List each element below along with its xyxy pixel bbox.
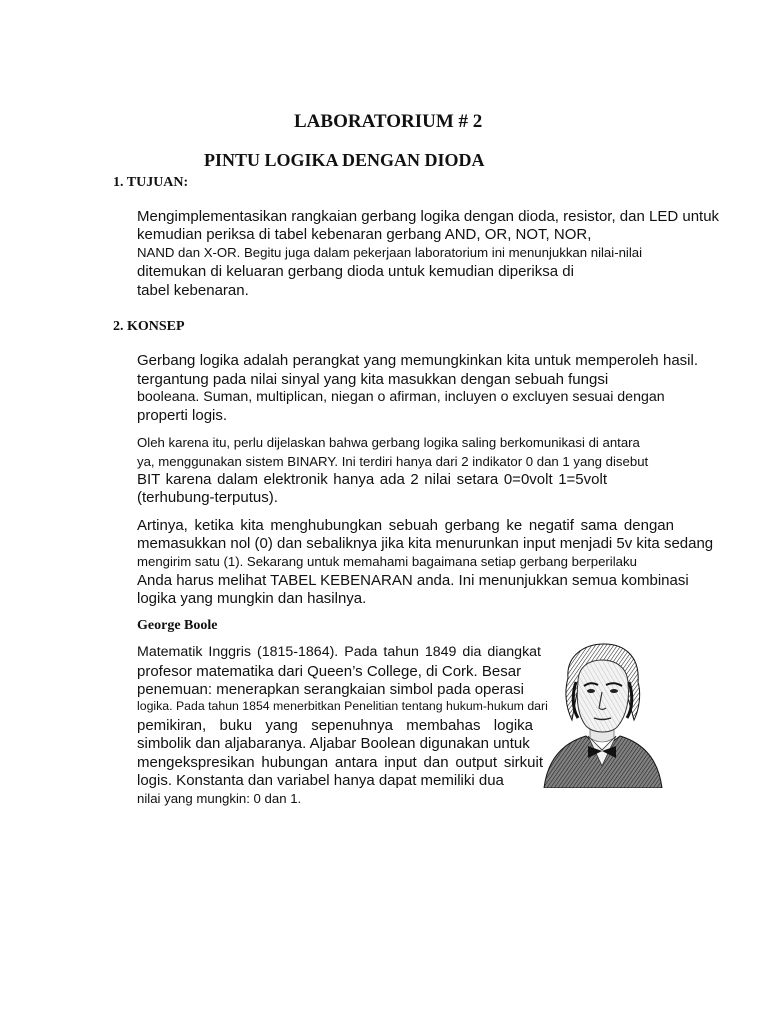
konsep-para1-line: Gerbang logika adalah perangkat yang memungkinkan kita untuk memperoleh hasil. — [137, 352, 698, 369]
boole-line: simbolik dan aljabaranya. Aljabar Boolean digunakan untuk — [137, 735, 530, 752]
george-boole-portrait — [538, 638, 666, 788]
tujuan-line: Mengimplementasikan rangkaian gerbang logika dengan dioda, resistor, dan LED untuk — [137, 208, 720, 225]
boole-line: nilai yang mungkin: 0 dan 1. — [137, 791, 302, 806]
tujuan-line: NAND dan X-OR. Begitu juga dalam pekerjaan laboratorium ini menunjukkan nilai-nilai — [137, 245, 643, 260]
section-heading-konsep: 2. KONSEP — [113, 319, 185, 334]
konsep-para2-line: ya, menggunakan sistem BINARY. Ini terdiri hanya dari 2 indikator 0 dan 1 yang disebut — [137, 454, 649, 469]
konsep-para3-line: Anda harus melihat TABEL KEBENARAN anda. Ini menunjukkan semua kombinasi — [137, 572, 689, 589]
boole-line: logika. Pada tahun 1854 menerbitkan Penelitian tentang hukum-hukum dari — [137, 699, 548, 713]
tujuan-line: ditemukan di keluaran gerbang dioda untuk kemudian diperiksa di — [137, 263, 574, 280]
konsep-para3-line: mengirim satu (1). Sekarang untuk memahami bagaimana setiap gerbang berperilaku — [137, 554, 637, 569]
konsep-para1-line: properti logis. — [137, 407, 228, 424]
document-title: LABORATORIUM # 2 — [294, 111, 483, 132]
konsep-para3-line: Artinya, ketika kita menghubungkan sebuah gerbang ke negatif sama dengan — [137, 517, 674, 534]
konsep-para1-line: booleana. Suman, multiplican, niegan o afirman, incluyen o excluyen sesuai dengan — [137, 389, 665, 405]
document-subtitle: PINTU LOGIKA DENGAN DIODA — [204, 150, 485, 170]
konsep-para3-line: memasukkan nol (0) dan sebaliknya jika kita menurunkan input menjadi 5v kita sedang — [137, 535, 714, 552]
konsep-para1-line: tergantung pada nilai sinyal yang kita masukkan dengan sebuah fungsi — [137, 371, 609, 388]
boole-line: mengekspresikan hubungan antara input dan output sirkuit — [137, 754, 543, 771]
boole-line: profesor matematika dari Queen’s College, di Cork. Besar — [137, 663, 522, 680]
boole-line: Matematik Inggris (1815-1864). Pada tahun 1849 dia diangkat — [137, 644, 541, 660]
tujuan-line: kemudian periksa di tabel kebenaran gerbang AND, OR, NOT, NOR, — [137, 226, 592, 243]
section-heading-tujuan: 1. TUJUAN: — [113, 175, 189, 190]
boole-line: logis. Konstanta dan variabel hanya dapat memiliki dua — [137, 772, 504, 789]
boole-line: penemuan: menerapkan serangkaian simbol pada operasi — [137, 681, 524, 698]
tujuan-line: tabel kebenaran. — [137, 282, 249, 299]
konsep-para3-line: logika yang mungkin dan hasilnya. — [137, 590, 367, 607]
konsep-para2-line: BIT karena dalam elektronik hanya ada 2 nilai setara 0=0volt 1=5volt — [137, 471, 607, 488]
konsep-para2-line: (terhubung-terputus). — [137, 489, 278, 506]
konsep-para2-line: Oleh karena itu, perlu dijelaskan bahwa gerbang logika saling berkomunikasi di antara — [137, 435, 640, 450]
boole-line: pemikiran, buku yang sepenuhnya membahas logika — [137, 717, 533, 734]
boole-heading: George Boole — [137, 618, 218, 633]
